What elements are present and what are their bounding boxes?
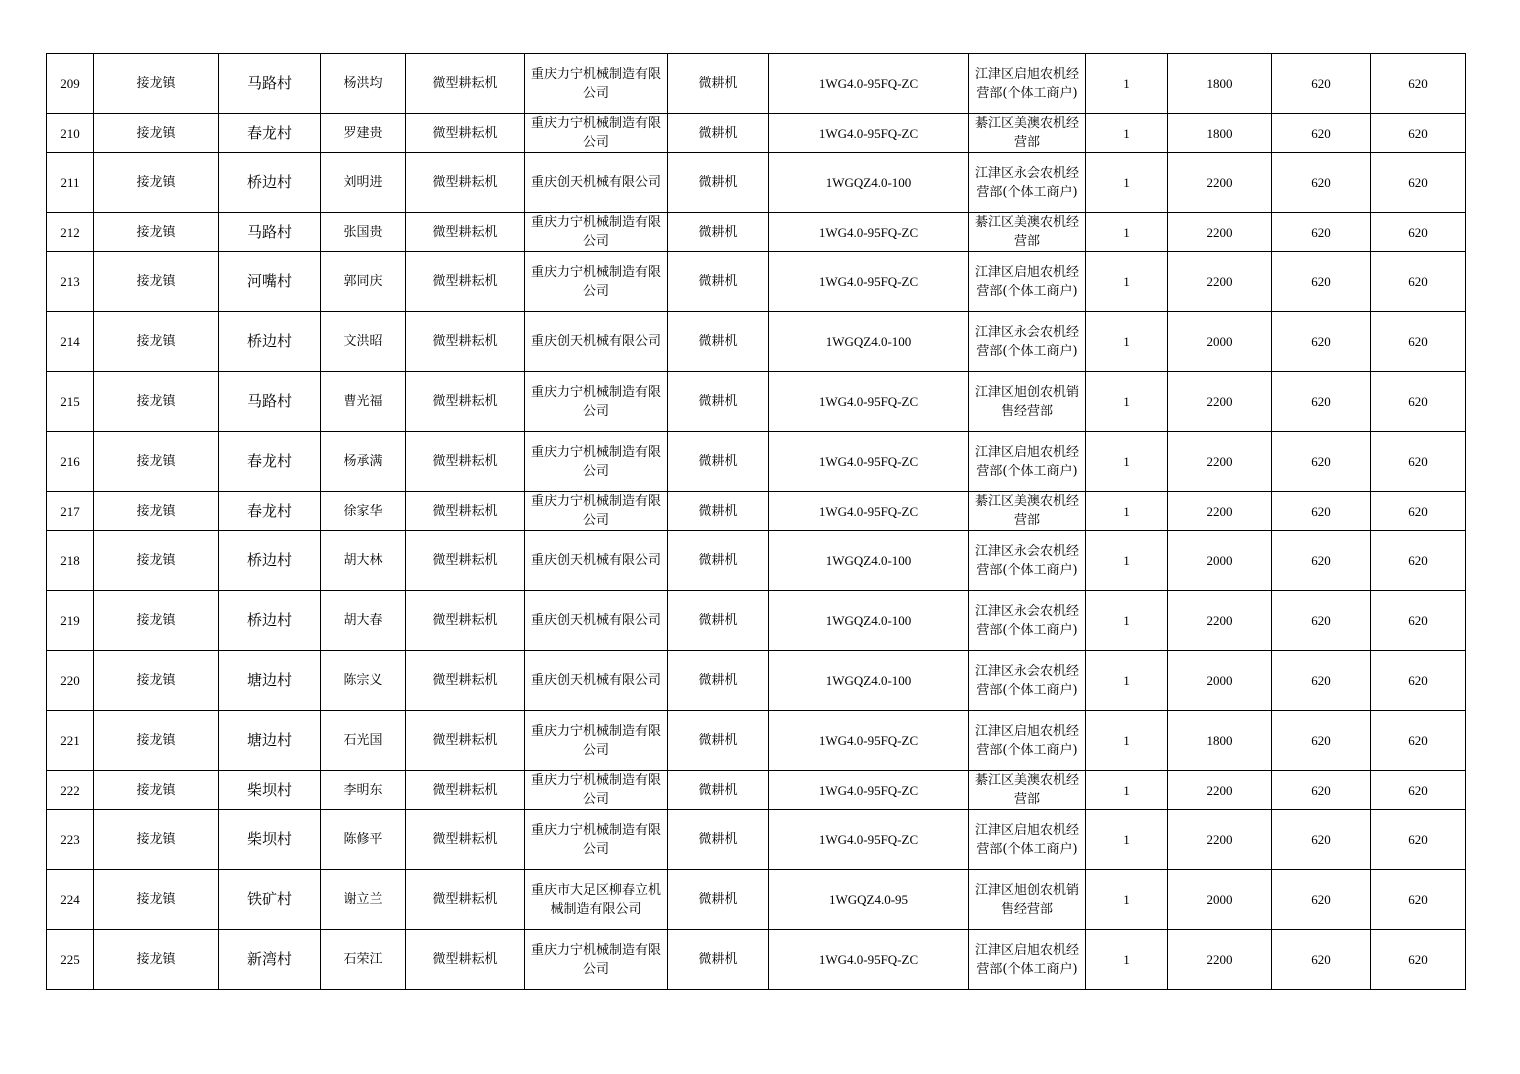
dealer-cell: 江津区启旭农机经营部(个体工商户) xyxy=(969,711,1086,771)
table-row xyxy=(47,114,1466,153)
village-cell: 马路村 xyxy=(219,54,321,114)
town-cell: 接龙镇 xyxy=(94,771,219,810)
table-row xyxy=(47,312,1466,372)
town-cell: 接龙镇 xyxy=(94,312,219,372)
price-cell: 2200 xyxy=(1168,252,1272,312)
row-number-cell: 214 xyxy=(47,312,94,372)
quantity-cell: 1 xyxy=(1086,312,1168,372)
village-cell: 塘边村 xyxy=(219,651,321,711)
town-cell: 接龙镇 xyxy=(94,252,219,312)
row-number-cell: 210 xyxy=(47,114,94,153)
price-cell: 2200 xyxy=(1168,372,1272,432)
price-cell: 2200 xyxy=(1168,153,1272,213)
dealer-cell: 綦江区美澳农机经营部 xyxy=(969,771,1086,810)
quantity-cell: 1 xyxy=(1086,213,1168,252)
machine-item-cell: 微型耕耘机 xyxy=(406,372,525,432)
machine-type-cell: 微耕机 xyxy=(668,810,769,870)
machine-type-cell: 微耕机 xyxy=(668,252,769,312)
quantity-cell: 1 xyxy=(1086,930,1168,990)
machine-type-cell: 微耕机 xyxy=(668,591,769,651)
manufacturer-cell: 重庆创天机械有限公司 xyxy=(525,651,668,711)
machine-item-cell: 微型耕耘机 xyxy=(406,531,525,591)
village-cell: 春龙村 xyxy=(219,114,321,153)
village-cell: 塘边村 xyxy=(219,711,321,771)
row-number-cell: 225 xyxy=(47,930,94,990)
total-subsidy-cell: 620 xyxy=(1371,153,1466,213)
manufacturer-cell: 重庆力宁机械制造有限公司 xyxy=(525,54,668,114)
subsidy-cell: 620 xyxy=(1272,372,1371,432)
town-cell: 接龙镇 xyxy=(94,870,219,930)
dealer-cell: 江津区永会农机经营部(个体工商户) xyxy=(969,312,1086,372)
price-cell: 2000 xyxy=(1168,651,1272,711)
model-cell: 1WGQZ4.0-95 xyxy=(769,870,969,930)
total-subsidy-cell: 620 xyxy=(1371,432,1466,492)
machine-item-cell: 微型耕耘机 xyxy=(406,651,525,711)
quantity-cell: 1 xyxy=(1086,870,1168,930)
table-row xyxy=(47,531,1466,591)
machine-item-cell: 微型耕耘机 xyxy=(406,711,525,771)
machine-type-cell: 微耕机 xyxy=(668,930,769,990)
table-row xyxy=(47,771,1466,810)
farmer-name-cell: 石光国 xyxy=(321,711,406,771)
manufacturer-cell: 重庆创天机械有限公司 xyxy=(525,591,668,651)
price-cell: 1800 xyxy=(1168,114,1272,153)
table-row xyxy=(47,591,1466,651)
total-subsidy-cell: 620 xyxy=(1371,810,1466,870)
model-cell: 1WG4.0-95FQ-ZC xyxy=(769,930,969,990)
total-subsidy-cell: 620 xyxy=(1371,930,1466,990)
quantity-cell: 1 xyxy=(1086,651,1168,711)
model-cell: 1WG4.0-95FQ-ZC xyxy=(769,432,969,492)
village-cell: 柴坝村 xyxy=(219,771,321,810)
machine-type-cell: 微耕机 xyxy=(668,114,769,153)
dealer-cell: 江津区启旭农机经营部(个体工商户) xyxy=(969,54,1086,114)
table-row xyxy=(47,432,1466,492)
total-subsidy-cell: 620 xyxy=(1371,252,1466,312)
machine-type-cell: 微耕机 xyxy=(668,711,769,771)
subsidy-cell: 620 xyxy=(1272,930,1371,990)
table-row xyxy=(47,213,1466,252)
subsidy-cell: 620 xyxy=(1272,810,1371,870)
manufacturer-cell: 重庆创天机械有限公司 xyxy=(525,312,668,372)
subsidy-cell: 620 xyxy=(1272,213,1371,252)
farmer-name-cell: 杨承满 xyxy=(321,432,406,492)
machine-type-cell: 微耕机 xyxy=(668,153,769,213)
town-cell: 接龙镇 xyxy=(94,432,219,492)
price-cell: 2200 xyxy=(1168,591,1272,651)
farmer-name-cell: 徐家华 xyxy=(321,492,406,531)
dealer-cell: 江津区启旭农机经营部(个体工商户) xyxy=(969,432,1086,492)
manufacturer-cell: 重庆创天机械有限公司 xyxy=(525,153,668,213)
village-cell: 桥边村 xyxy=(219,312,321,372)
table-row xyxy=(47,930,1466,990)
row-number-cell: 213 xyxy=(47,252,94,312)
price-cell: 2200 xyxy=(1168,213,1272,252)
total-subsidy-cell: 620 xyxy=(1371,531,1466,591)
table-row xyxy=(47,372,1466,432)
town-cell: 接龙镇 xyxy=(94,591,219,651)
manufacturer-cell: 重庆创天机械有限公司 xyxy=(525,531,668,591)
manufacturer-cell: 重庆力宁机械制造有限公司 xyxy=(525,372,668,432)
town-cell: 接龙镇 xyxy=(94,930,219,990)
price-cell: 2200 xyxy=(1168,930,1272,990)
row-number-cell: 221 xyxy=(47,711,94,771)
manufacturer-cell: 重庆力宁机械制造有限公司 xyxy=(525,432,668,492)
row-number-cell: 217 xyxy=(47,492,94,531)
farmer-name-cell: 刘明进 xyxy=(321,153,406,213)
table-row xyxy=(47,810,1466,870)
total-subsidy-cell: 620 xyxy=(1371,870,1466,930)
model-cell: 1WG4.0-95FQ-ZC xyxy=(769,771,969,810)
machine-item-cell: 微型耕耘机 xyxy=(406,492,525,531)
subsidy-cell: 620 xyxy=(1272,312,1371,372)
machine-type-cell: 微耕机 xyxy=(668,531,769,591)
table-row xyxy=(47,492,1466,531)
subsidy-cell: 620 xyxy=(1272,771,1371,810)
machine-type-cell: 微耕机 xyxy=(668,432,769,492)
row-number-cell: 219 xyxy=(47,591,94,651)
model-cell: 1WG4.0-95FQ-ZC xyxy=(769,213,969,252)
quantity-cell: 1 xyxy=(1086,711,1168,771)
quantity-cell: 1 xyxy=(1086,54,1168,114)
farmer-name-cell: 李明东 xyxy=(321,771,406,810)
town-cell: 接龙镇 xyxy=(94,531,219,591)
price-cell: 1800 xyxy=(1168,54,1272,114)
machine-item-cell: 微型耕耘机 xyxy=(406,870,525,930)
manufacturer-cell: 重庆力宁机械制造有限公司 xyxy=(525,252,668,312)
row-number-cell: 220 xyxy=(47,651,94,711)
dealer-cell: 綦江区美澳农机经营部 xyxy=(969,213,1086,252)
village-cell: 新湾村 xyxy=(219,930,321,990)
model-cell: 1WG4.0-95FQ-ZC xyxy=(769,114,969,153)
machine-item-cell: 微型耕耘机 xyxy=(406,591,525,651)
table-row xyxy=(47,870,1466,930)
model-cell: 1WG4.0-95FQ-ZC xyxy=(769,252,969,312)
model-cell: 1WG4.0-95FQ-ZC xyxy=(769,372,969,432)
model-cell: 1WG4.0-95FQ-ZC xyxy=(769,810,969,870)
total-subsidy-cell: 620 xyxy=(1371,711,1466,771)
table-row xyxy=(47,153,1466,213)
dealer-cell: 江津区永会农机经营部(个体工商户) xyxy=(969,153,1086,213)
quantity-cell: 1 xyxy=(1086,252,1168,312)
row-number-cell: 216 xyxy=(47,432,94,492)
total-subsidy-cell: 620 xyxy=(1371,771,1466,810)
subsidy-cell: 620 xyxy=(1272,492,1371,531)
farmer-name-cell: 郭同庆 xyxy=(321,252,406,312)
machine-type-cell: 微耕机 xyxy=(668,54,769,114)
village-cell: 桥边村 xyxy=(219,153,321,213)
row-number-cell: 224 xyxy=(47,870,94,930)
quantity-cell: 1 xyxy=(1086,531,1168,591)
town-cell: 接龙镇 xyxy=(94,54,219,114)
machine-item-cell: 微型耕耘机 xyxy=(406,312,525,372)
machine-item-cell: 微型耕耘机 xyxy=(406,771,525,810)
price-cell: 2000 xyxy=(1168,312,1272,372)
quantity-cell: 1 xyxy=(1086,771,1168,810)
manufacturer-cell: 重庆力宁机械制造有限公司 xyxy=(525,810,668,870)
quantity-cell: 1 xyxy=(1086,114,1168,153)
row-number-cell: 212 xyxy=(47,213,94,252)
village-cell: 春龙村 xyxy=(219,432,321,492)
price-cell: 2200 xyxy=(1168,492,1272,531)
machine-item-cell: 微型耕耘机 xyxy=(406,252,525,312)
subsidy-cell: 620 xyxy=(1272,153,1371,213)
quantity-cell: 1 xyxy=(1086,153,1168,213)
dealer-cell: 江津区旭创农机销售经营部 xyxy=(969,870,1086,930)
dealer-cell: 江津区旭创农机销售经营部 xyxy=(969,372,1086,432)
quantity-cell: 1 xyxy=(1086,591,1168,651)
model-cell: 1WG4.0-95FQ-ZC xyxy=(769,54,969,114)
subsidy-cell: 620 xyxy=(1272,711,1371,771)
price-cell: 2200 xyxy=(1168,432,1272,492)
machine-type-cell: 微耕机 xyxy=(668,312,769,372)
dealer-cell: 江津区永会农机经营部(个体工商户) xyxy=(969,531,1086,591)
manufacturer-cell: 重庆力宁机械制造有限公司 xyxy=(525,711,668,771)
total-subsidy-cell: 620 xyxy=(1371,114,1466,153)
subsidy-table xyxy=(46,53,1466,990)
total-subsidy-cell: 620 xyxy=(1371,372,1466,432)
machine-type-cell: 微耕机 xyxy=(668,492,769,531)
town-cell: 接龙镇 xyxy=(94,492,219,531)
subsidy-cell: 620 xyxy=(1272,651,1371,711)
dealer-cell: 江津区启旭农机经营部(个体工商户) xyxy=(969,810,1086,870)
row-number-cell: 223 xyxy=(47,810,94,870)
farmer-name-cell: 陈宗义 xyxy=(321,651,406,711)
village-cell: 马路村 xyxy=(219,213,321,252)
subsidy-cell: 620 xyxy=(1272,591,1371,651)
machine-type-cell: 微耕机 xyxy=(668,372,769,432)
machine-item-cell: 微型耕耘机 xyxy=(406,432,525,492)
table-row xyxy=(47,54,1466,114)
machine-type-cell: 微耕机 xyxy=(668,651,769,711)
quantity-cell: 1 xyxy=(1086,492,1168,531)
farmer-name-cell: 杨洪均 xyxy=(321,54,406,114)
table-row xyxy=(47,711,1466,771)
total-subsidy-cell: 620 xyxy=(1371,492,1466,531)
quantity-cell: 1 xyxy=(1086,372,1168,432)
machine-item-cell: 微型耕耘机 xyxy=(406,810,525,870)
row-number-cell: 215 xyxy=(47,372,94,432)
model-cell: 1WGQZ4.0-100 xyxy=(769,531,969,591)
manufacturer-cell: 重庆力宁机械制造有限公司 xyxy=(525,114,668,153)
model-cell: 1WGQZ4.0-100 xyxy=(769,591,969,651)
town-cell: 接龙镇 xyxy=(94,114,219,153)
price-cell: 2000 xyxy=(1168,531,1272,591)
total-subsidy-cell: 620 xyxy=(1371,213,1466,252)
total-subsidy-cell: 620 xyxy=(1371,591,1466,651)
subsidy-cell: 620 xyxy=(1272,531,1371,591)
farmer-name-cell: 胡大林 xyxy=(321,531,406,591)
machine-item-cell: 微型耕耘机 xyxy=(406,213,525,252)
machine-type-cell: 微耕机 xyxy=(668,870,769,930)
row-number-cell: 211 xyxy=(47,153,94,213)
town-cell: 接龙镇 xyxy=(94,651,219,711)
model-cell: 1WGQZ4.0-100 xyxy=(769,651,969,711)
village-cell: 春龙村 xyxy=(219,492,321,531)
model-cell: 1WG4.0-95FQ-ZC xyxy=(769,711,969,771)
village-cell: 河嘴村 xyxy=(219,252,321,312)
price-cell: 1800 xyxy=(1168,711,1272,771)
table-row xyxy=(47,651,1466,711)
dealer-cell: 江津区永会农机经营部(个体工商户) xyxy=(969,591,1086,651)
model-cell: 1WGQZ4.0-100 xyxy=(769,312,969,372)
model-cell: 1WG4.0-95FQ-ZC xyxy=(769,492,969,531)
farmer-name-cell: 石荣江 xyxy=(321,930,406,990)
dealer-cell: 綦江区美澳农机经营部 xyxy=(969,114,1086,153)
dealer-cell: 江津区启旭农机经营部(个体工商户) xyxy=(969,252,1086,312)
total-subsidy-cell: 620 xyxy=(1371,54,1466,114)
price-cell: 2200 xyxy=(1168,810,1272,870)
subsidy-cell: 620 xyxy=(1272,252,1371,312)
subsidy-cell: 620 xyxy=(1272,870,1371,930)
manufacturer-cell: 重庆力宁机械制造有限公司 xyxy=(525,771,668,810)
price-cell: 2200 xyxy=(1168,771,1272,810)
total-subsidy-cell: 620 xyxy=(1371,651,1466,711)
farmer-name-cell: 张国贵 xyxy=(321,213,406,252)
subsidy-cell: 620 xyxy=(1272,432,1371,492)
quantity-cell: 1 xyxy=(1086,810,1168,870)
subsidy-cell: 620 xyxy=(1272,114,1371,153)
machine-type-cell: 微耕机 xyxy=(668,771,769,810)
dealer-cell: 江津区启旭农机经营部(个体工商户) xyxy=(969,930,1086,990)
machine-item-cell: 微型耕耘机 xyxy=(406,54,525,114)
farmer-name-cell: 文洪昭 xyxy=(321,312,406,372)
town-cell: 接龙镇 xyxy=(94,711,219,771)
machine-item-cell: 微型耕耘机 xyxy=(406,153,525,213)
row-number-cell: 222 xyxy=(47,771,94,810)
manufacturer-cell: 重庆力宁机械制造有限公司 xyxy=(525,492,668,531)
farmer-name-cell: 曹光福 xyxy=(321,372,406,432)
manufacturer-cell: 重庆力宁机械制造有限公司 xyxy=(525,930,668,990)
village-cell: 桥边村 xyxy=(219,591,321,651)
machine-item-cell: 微型耕耘机 xyxy=(406,114,525,153)
town-cell: 接龙镇 xyxy=(94,153,219,213)
dealer-cell: 江津区永会农机经营部(个体工商户) xyxy=(969,651,1086,711)
town-cell: 接龙镇 xyxy=(94,213,219,252)
farmer-name-cell: 陈修平 xyxy=(321,810,406,870)
farmer-name-cell: 谢立兰 xyxy=(321,870,406,930)
town-cell: 接龙镇 xyxy=(94,810,219,870)
total-subsidy-cell: 620 xyxy=(1371,312,1466,372)
village-cell: 桥边村 xyxy=(219,531,321,591)
village-cell: 铁矿村 xyxy=(219,870,321,930)
village-cell: 马路村 xyxy=(219,372,321,432)
price-cell: 2000 xyxy=(1168,870,1272,930)
table-row xyxy=(47,252,1466,312)
village-cell: 柴坝村 xyxy=(219,810,321,870)
manufacturer-cell: 重庆市大足区柳春立机械制造有限公司 xyxy=(525,870,668,930)
machine-type-cell: 微耕机 xyxy=(668,213,769,252)
dealer-cell: 綦江区美澳农机经营部 xyxy=(969,492,1086,531)
quantity-cell: 1 xyxy=(1086,432,1168,492)
farmer-name-cell: 胡大春 xyxy=(321,591,406,651)
row-number-cell: 209 xyxy=(47,54,94,114)
manufacturer-cell: 重庆力宁机械制造有限公司 xyxy=(525,213,668,252)
row-number-cell: 218 xyxy=(47,531,94,591)
farmer-name-cell: 罗建贵 xyxy=(321,114,406,153)
model-cell: 1WGQZ4.0-100 xyxy=(769,153,969,213)
town-cell: 接龙镇 xyxy=(94,372,219,432)
subsidy-cell: 620 xyxy=(1272,54,1371,114)
machine-item-cell: 微型耕耘机 xyxy=(406,930,525,990)
